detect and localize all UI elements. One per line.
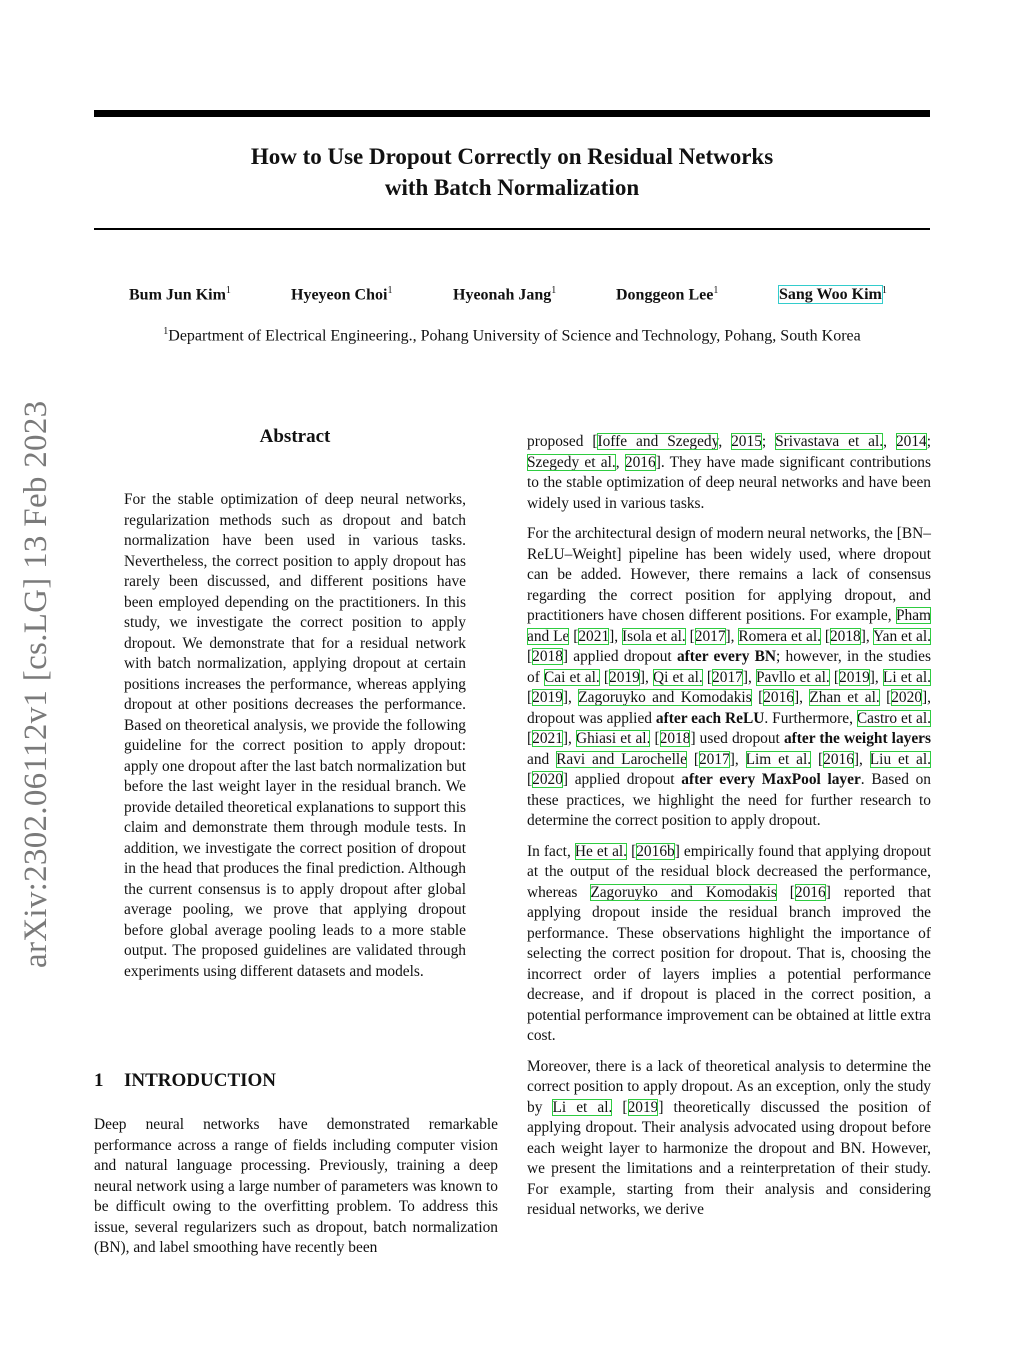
text-run: ], bbox=[562, 730, 576, 747]
text-run: ]. They have made significant contributions to the stable optimization of deep neural networks and have been widely used in various tasks. bbox=[527, 453, 931, 512]
abstract-text: For the stable optimization of deep neural networks, regularization methods such as dropout and batch normalization have been used in various tasks. Nevertheless, the correct position to apply dropout has rarely been discussed, and different positions have been employed depending on the practitioners. In this study, we investigate the correct position to apply dropout. We demonstrate that for a residual network with batch normalization, applying dropout at certain positions increases the performance, whereas applying dropout at other positions decreases the performance. Based on theoretical analysis, we provide the following guideline for the correct position to apply dropout: apply one dropout after the last batch normalization but before the last weight layer in the residual branch. We provide detailed theoretical explanations to support this claim and demonstrate them through module tests. In addition, we investigate the correct position of dropout in the head that produces the final prediction. Although the current consensus is to apply dropout after global average pooling, we prove that applying dropout before global average pooling leads to a more stable output. The proposed guidelines are validated through experiments using different datasets and models. bbox=[124, 491, 466, 980]
author-5-link[interactable]: Sang Woo Kim$^1$ bbox=[779, 285, 887, 304]
title-rule bbox=[94, 228, 930, 230]
section-title: INTRODUCTION bbox=[124, 1070, 277, 1091]
text-run: [ bbox=[627, 842, 637, 860]
author-3: Hyeonah Jang$^1$ bbox=[453, 285, 557, 304]
citation-link[interactable]: 2020 bbox=[532, 771, 563, 788]
paragraph-4 bbox=[527, 1057, 931, 1221]
citation-link[interactable]: 2019 bbox=[532, 689, 563, 706]
text-run: ], bbox=[609, 627, 622, 645]
citation-link[interactable]: Zagoruyko and Komodakis bbox=[578, 689, 752, 706]
citation-link[interactable]: Isola et al. bbox=[622, 627, 686, 645]
citation-link[interactable]: Cai et al. bbox=[543, 668, 600, 686]
citation-link[interactable]: Ioffe and Szegedy bbox=[597, 433, 719, 450]
text-run: [ bbox=[686, 750, 699, 768]
text-run: [ bbox=[879, 689, 892, 706]
text-run: [ bbox=[776, 883, 795, 901]
affiliation-text: Department of Electrical Engineering., Pohang University of Science and Technology, Pohang, South Korea bbox=[168, 327, 861, 345]
citation-link[interactable]: Zhan et al. bbox=[809, 689, 880, 706]
citation-link[interactable]: 2019 bbox=[609, 668, 640, 686]
text-run: Moreover, there is a lack of theoretical analysis to determine the correct position to apply dropout. As an exception, only the study by bbox=[527, 1057, 931, 1116]
title-line-2: with Batch Normalization bbox=[384, 175, 640, 200]
citation-link[interactable]: 2018 bbox=[659, 730, 691, 747]
citation-link[interactable]: 2016 bbox=[763, 689, 794, 706]
citation-link[interactable]: Ghiasi et al. bbox=[576, 730, 651, 747]
author-1: Bum Jun Kim$^1$ bbox=[129, 285, 231, 304]
paper-title bbox=[94, 141, 930, 203]
text-run: ], bbox=[869, 668, 883, 686]
text-run: ], bbox=[562, 689, 579, 706]
text-run: [ bbox=[612, 1098, 628, 1116]
citation-link[interactable]: Pavllo et al. bbox=[755, 668, 830, 686]
text-run: ] empirically found that applying dropout at the output of the residual block decreased the performance, whereas bbox=[527, 842, 931, 901]
citation-link[interactable]: Szegedy et al. bbox=[527, 453, 616, 471]
text-run: [ bbox=[527, 689, 533, 706]
citation-link[interactable]: Yan et al. bbox=[873, 627, 931, 645]
text-run: , bbox=[883, 433, 896, 450]
text-run: [ bbox=[685, 627, 695, 645]
citation-link[interactable]: Lim et al. bbox=[745, 750, 812, 768]
bold-text: after the weight layers bbox=[783, 730, 931, 747]
citation-link[interactable]: Castro et al. bbox=[856, 709, 931, 727]
text-run: ], bbox=[860, 627, 874, 645]
text-run: [ bbox=[527, 771, 533, 788]
text-run: ], bbox=[639, 668, 653, 686]
section-number: 1 bbox=[94, 1070, 104, 1091]
text-run: ], bbox=[853, 750, 870, 768]
citation-link[interactable]: 2019 bbox=[839, 668, 870, 686]
bold-text: after every BN bbox=[676, 648, 777, 665]
arxiv-stamp: arXiv:2302.06112v1 [cs.LG] 13 Feb 2023 bbox=[18, 400, 54, 968]
citation-link[interactable]: 2016b bbox=[636, 842, 675, 860]
text-run: [ bbox=[751, 689, 764, 706]
citation-link[interactable]: Romera et al. bbox=[738, 627, 821, 645]
citation-link[interactable]: 2017 bbox=[712, 668, 743, 686]
text-run: ], bbox=[725, 627, 739, 645]
citation-link[interactable]: 2016 bbox=[624, 453, 656, 471]
top-rule bbox=[94, 110, 930, 117]
text-run: ] theoretically discussed the position of applying dropout. Their analysis advocated using dropout before each weight layer to harmonize the dropout and BN. However, we present the limitations and a reinterpretation of their study. For example, starting from their analysis and considering residual networks, we derive bbox=[527, 1098, 931, 1218]
text-run: ], bbox=[742, 668, 756, 686]
text-run: ], bbox=[793, 689, 810, 706]
citation-link[interactable]: Pham and Le bbox=[527, 607, 931, 645]
text-run: [ bbox=[527, 730, 533, 747]
section-heading-introduction bbox=[94, 1070, 498, 1092]
introduction-text: Deep neural networks have demonstrated remarkable performance across a range of fields including computer vision and natural language processing. Previously, training a deep neural network using a large number of parameters was known to be difficult owing to the overfitting problem. To address this issue, several regularizers such as dropout, batch normalization (BN), and label smoothing have recently been bbox=[94, 1116, 498, 1256]
citation-link[interactable]: 2021 bbox=[532, 730, 563, 747]
abstract-heading: Abstract bbox=[259, 426, 331, 447]
citation-link[interactable]: Srivastava et al. bbox=[775, 433, 884, 450]
right-column bbox=[527, 432, 931, 1231]
text-run: ; bbox=[926, 433, 931, 450]
citation-link[interactable]: 2019 bbox=[627, 1098, 659, 1116]
affiliation bbox=[94, 326, 930, 345]
paragraph-3 bbox=[527, 842, 931, 1047]
text-run: and bbox=[527, 750, 557, 768]
text-run: [ bbox=[811, 750, 824, 768]
title-line-1: How to Use Dropout Correctly on Residual Networks bbox=[250, 144, 774, 169]
citation-link[interactable]: 2020 bbox=[891, 689, 923, 706]
citation-link[interactable]: 2017 bbox=[694, 627, 726, 645]
citation-link[interactable]: 2018 bbox=[532, 648, 563, 665]
text-run: [ bbox=[569, 627, 579, 645]
citation-link[interactable]: Ravi and Larochelle bbox=[556, 750, 687, 768]
text-run: [ bbox=[829, 668, 839, 686]
text-run: ; bbox=[761, 433, 776, 450]
citation-link[interactable]: Qi et al. bbox=[652, 668, 703, 686]
citation-link[interactable]: Zagoruyko and Komodakis bbox=[590, 883, 777, 901]
citation-link[interactable]: Li et al. bbox=[882, 668, 931, 686]
abstract-body bbox=[124, 490, 466, 982]
author-list bbox=[94, 285, 930, 309]
citation-link[interactable]: 2015 bbox=[731, 433, 762, 450]
bold-text: after each ReLU bbox=[655, 709, 765, 727]
citation-link[interactable]: 2017 bbox=[698, 750, 730, 768]
text-run: , bbox=[718, 433, 732, 450]
text-run: [ bbox=[527, 648, 533, 665]
citation-link[interactable]: He et al. bbox=[574, 842, 628, 860]
text-run: [ bbox=[599, 668, 610, 686]
text-run: , bbox=[615, 453, 625, 471]
introduction-body bbox=[94, 1115, 498, 1259]
author-2: Hyeyeon Choi$^1$ bbox=[291, 285, 393, 304]
text-run: proposed [ bbox=[527, 433, 598, 450]
text-run: In fact, bbox=[527, 842, 575, 860]
paragraph-1 bbox=[527, 432, 931, 514]
citation-link[interactable]: 2018 bbox=[829, 627, 861, 645]
text-run: [ bbox=[820, 627, 830, 645]
text-run: ] reported that applying dropout inside the residual branch improved the performance. These observations highlight the importance of selecting the correct position for dropout. That is, choosing the incorrect order of layers implies a potential performance decrease, and if dropout is placed in the correct position, a potential performance improvement can be obtained at little extra cost. bbox=[527, 883, 931, 1044]
affiliation-mark: 1 bbox=[163, 326, 169, 337]
text-run: For the architectural design of modern neural networks, the [BN–ReLU–Weight] pipeline has been widely used, where dropout can be added. However, there remains a lack of consensus regarding the correct position for applying dropout, and practitioners have chosen different positions. For example, bbox=[527, 525, 931, 624]
text-run: ] used dropout bbox=[690, 730, 784, 747]
text-run: ], dropout was applied bbox=[527, 689, 931, 727]
text-run: ; however, in the studies of bbox=[527, 648, 931, 686]
text-run: [ bbox=[650, 730, 660, 747]
citation-link[interactable]: 2014 bbox=[895, 433, 927, 450]
text-run: . Furthermore, bbox=[764, 709, 857, 727]
citation-link[interactable]: Li et al. bbox=[552, 1098, 613, 1116]
citation-link[interactable]: 2021 bbox=[578, 627, 610, 645]
text-run: ], bbox=[729, 750, 746, 768]
text-run: ] applied dropout bbox=[562, 648, 677, 665]
text-run: . Based on these practices, we highlight the need for further research to determine the correct position to apply dropout. bbox=[527, 771, 931, 829]
author-4: Donggeon Lee$^1$ bbox=[616, 285, 719, 304]
citation-link[interactable]: 2016 bbox=[794, 883, 826, 901]
text-run: [ bbox=[702, 668, 713, 686]
citation-link[interactable]: Liu et al. bbox=[869, 750, 931, 768]
text-run: ] applied dropout bbox=[562, 771, 682, 788]
bold-text: after every MaxPool layer bbox=[681, 771, 861, 788]
paragraph-2 bbox=[527, 524, 931, 832]
citation-link[interactable]: 2016 bbox=[823, 750, 854, 768]
